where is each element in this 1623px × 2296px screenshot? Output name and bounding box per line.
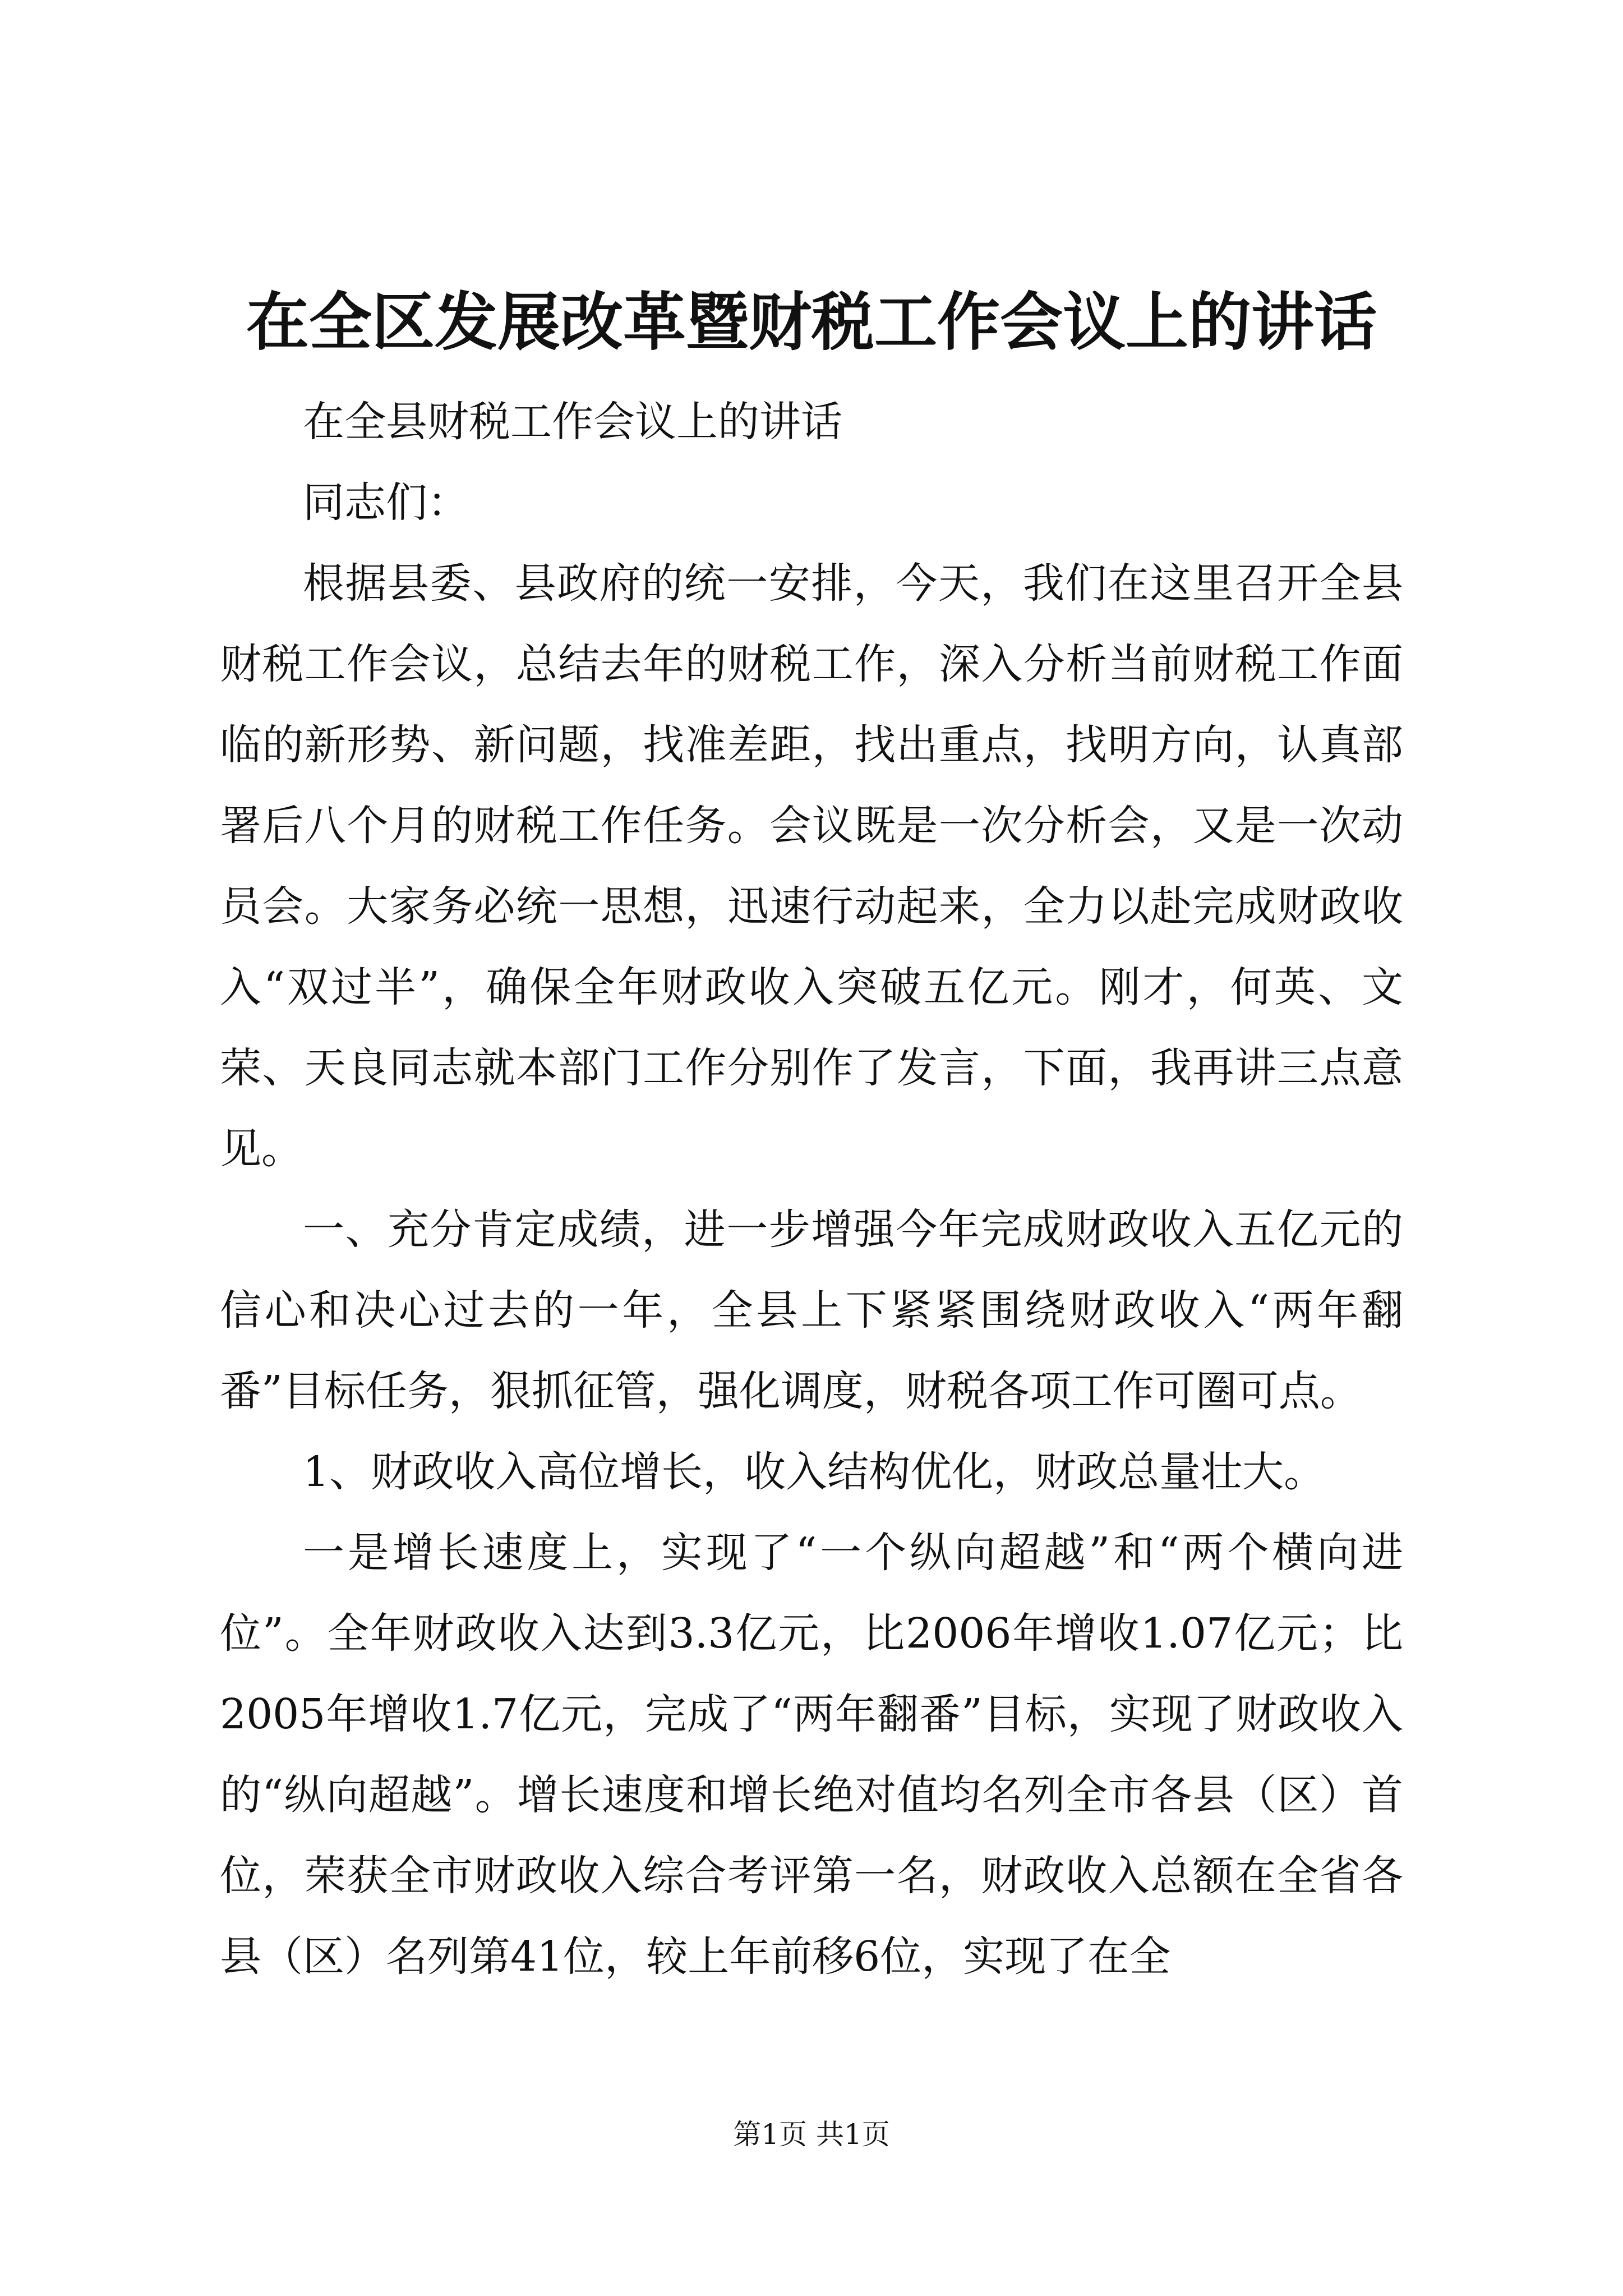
body-paragraph: 一、充分肯定成绩，进一步增强今年完成财政收入五亿元的信心和决心过去的一年，全县上下紧紧围绕财政收入“两年翻番”目标任务，狠抓征管，强化调度，财税各项工作可圈可点。: [220, 1205, 1403, 1415]
salutation-paragraph: 同志们：: [303, 478, 469, 527]
document-title: 在全区发展改革暨财税工作会议上的讲话: [246, 286, 1377, 359]
subtitle-paragraph: 在全县财税工作会议上的讲话: [303, 398, 842, 446]
page-footer: 第1页 共1页: [733, 2118, 890, 2151]
body-paragraph: 一是增长速度上，实现了“一个纵向超越”和“两个横向进位”。全年财政收入达到3.3亿元，比2006年增收1.07亿元；比2005年增收1.7亿元，完成了“两年翻番”目标，实现了财政收入的“纵向超越”。增长速度和增长绝对值均名列全市各县（区）首位，荣获全市财政收入综合考评第一名，财政收入总额在全省各县（区）名列第41位，较上年前移6位，实现了在全: [220, 1529, 1403, 1981]
body-paragraph: 1、财政收入高位增长，收入结构优化，财政总量壮大。: [303, 1448, 1326, 1496]
body-paragraph: 根据县委、县政府的统一安排，今天，我们在这里召开全县财税工作会议，总结去年的财税工作，深入分析当前财税工作面临的新形势、新问题，找准差距，找出重点，找明方向，认真部署后八个月的财税工作任务。会议既是一次分析会，又是一次动员会。大家务必统一思想，迅速行动起来，全力以赴完成财政收入“双过半”，确保全年财政收入突破五亿元。刚才，何英、文荣、天良同志就本部门工作分别作了发言，下面，我再讲三点意见。: [220, 559, 1403, 1173]
document-body: [220, 381, 1403, 1997]
